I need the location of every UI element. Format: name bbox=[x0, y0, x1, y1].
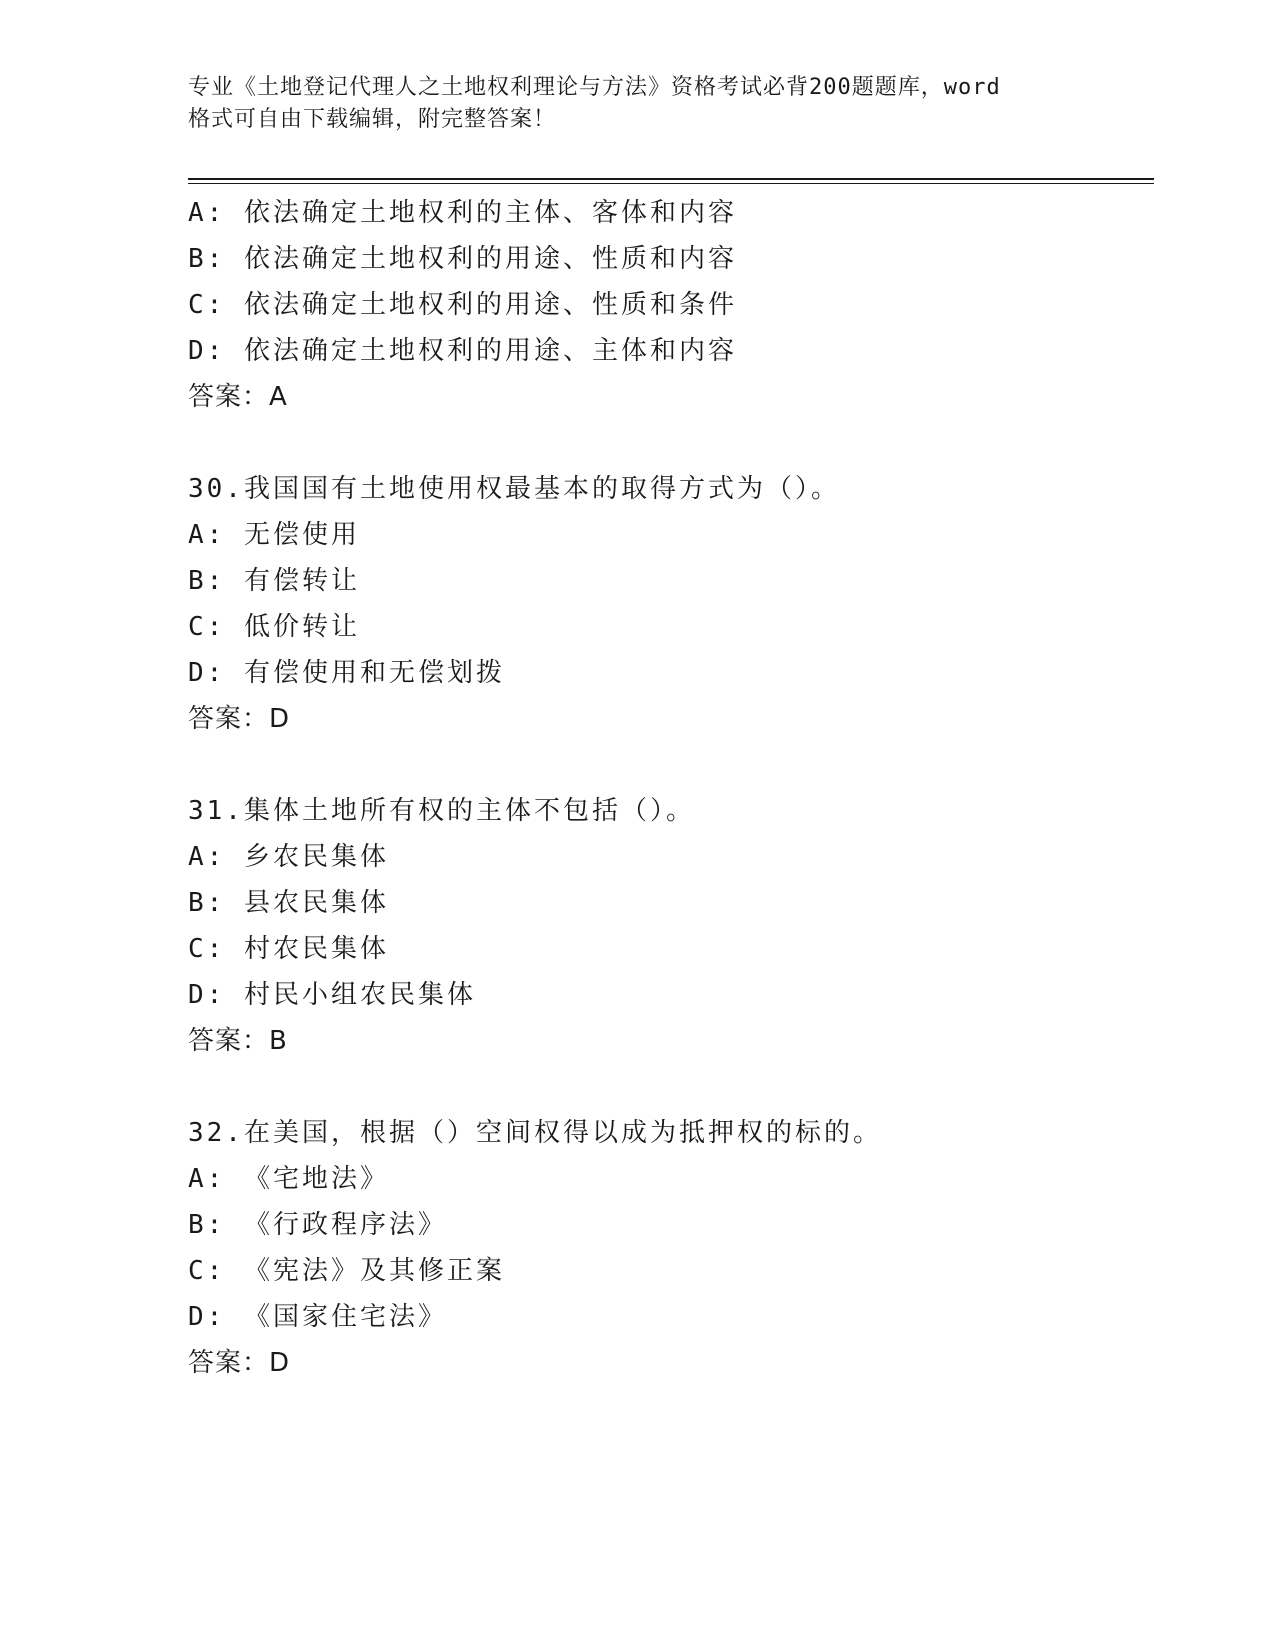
header-line-1: 专业《土地登记代理人之土地权利理论与方法》资格考试必背200题题库，word bbox=[188, 75, 1001, 100]
question-list bbox=[188, 190, 1148, 1386]
question-32-block bbox=[188, 1110, 1148, 1386]
q31-option-b: B: 县农民集体 bbox=[188, 888, 389, 918]
q32-option-c: C: 《宪法》及其修正案 bbox=[188, 1256, 505, 1286]
header-line-2: 格式可自由下载编辑，附完整答案！ bbox=[188, 107, 557, 132]
header-divider-thick bbox=[188, 178, 1154, 180]
q29-option-c: C: 依法确定土地权利的用途、性质和条件 bbox=[188, 290, 737, 320]
question-30-block bbox=[188, 466, 1148, 742]
question-31-block bbox=[188, 788, 1148, 1064]
q31-option-d: D: 村民小组农民集体 bbox=[188, 980, 476, 1010]
q31-answer: 答案：B bbox=[188, 1026, 288, 1056]
q29-option-b: B: 依法确定土地权利的用途、性质和内容 bbox=[188, 244, 737, 274]
q32-option-d: D: 《国家住宅法》 bbox=[188, 1302, 447, 1332]
q31-option-a: A: 乡农民集体 bbox=[188, 842, 389, 872]
q30-option-c: C: 低价转让 bbox=[188, 612, 360, 642]
q32-title: 32.在美国，根据（）空间权得以成为抵押权的标的。 bbox=[188, 1118, 882, 1148]
q31-title: 31.集体土地所有权的主体不包括（）。 bbox=[188, 796, 695, 826]
q30-option-a: A: 无偿使用 bbox=[188, 520, 360, 550]
q32-option-b: B: 《行政程序法》 bbox=[188, 1210, 447, 1240]
q29-option-a: A: 依法确定土地权利的主体、客体和内容 bbox=[188, 198, 737, 228]
q32-answer: 答案：D bbox=[188, 1348, 291, 1378]
q30-option-d: D: 有偿使用和无偿划拨 bbox=[188, 658, 505, 688]
q30-answer: 答案：D bbox=[188, 704, 291, 734]
q29-option-d: D: 依法确定土地权利的用途、主体和内容 bbox=[188, 336, 737, 366]
q30-title: 30.我国国有土地使用权最基本的取得方式为（）。 bbox=[188, 474, 840, 504]
q30-option-b: B: 有偿转让 bbox=[188, 566, 360, 596]
q29-answer: 答案：A bbox=[188, 382, 288, 412]
q32-option-a: A: 《宅地法》 bbox=[188, 1164, 389, 1194]
header-divider-thin bbox=[188, 183, 1154, 184]
question-29-block bbox=[188, 190, 1148, 420]
document-header bbox=[188, 72, 1068, 136]
q31-option-c: C: 村农民集体 bbox=[188, 934, 389, 964]
